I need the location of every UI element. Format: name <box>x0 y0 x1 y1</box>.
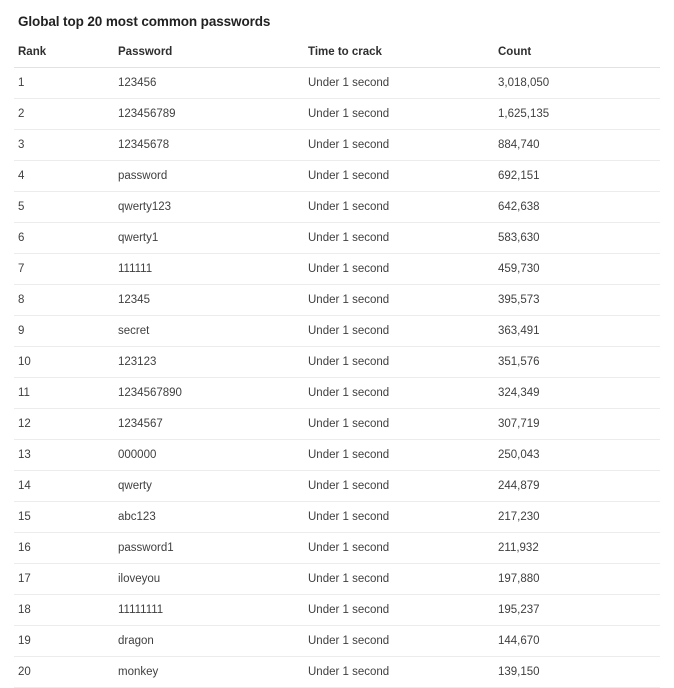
cell-time-to-crack: Under 1 second <box>304 99 494 130</box>
column-header-rank: Rank <box>14 37 114 68</box>
passwords-table <box>14 37 660 688</box>
cell-rank: 13 <box>14 440 114 471</box>
cell-password: 123123 <box>114 347 304 378</box>
cell-count: 395,573 <box>494 285 660 316</box>
cell-count: 197,880 <box>494 564 660 595</box>
cell-time-to-crack: Under 1 second <box>304 440 494 471</box>
cell-password: monkey <box>114 657 304 688</box>
table-row <box>14 533 660 564</box>
cell-password: 1234567890 <box>114 378 304 409</box>
cell-time-to-crack: Under 1 second <box>304 192 494 223</box>
cell-time-to-crack: Under 1 second <box>304 657 494 688</box>
cell-count: 363,491 <box>494 316 660 347</box>
column-header-password: Password <box>114 37 304 68</box>
table-body <box>14 68 660 688</box>
cell-rank: 18 <box>14 595 114 626</box>
table-row <box>14 657 660 688</box>
cell-count: 1,625,135 <box>494 99 660 130</box>
cell-rank: 16 <box>14 533 114 564</box>
cell-time-to-crack: Under 1 second <box>304 471 494 502</box>
cell-time-to-crack: Under 1 second <box>304 347 494 378</box>
cell-time-to-crack: Under 1 second <box>304 378 494 409</box>
table-row <box>14 223 660 254</box>
column-header-count: Count <box>494 37 660 68</box>
table-row <box>14 192 660 223</box>
cell-password: dragon <box>114 626 304 657</box>
cell-rank: 10 <box>14 347 114 378</box>
cell-time-to-crack: Under 1 second <box>304 626 494 657</box>
cell-time-to-crack: Under 1 second <box>304 223 494 254</box>
cell-password: qwerty123 <box>114 192 304 223</box>
cell-rank: 17 <box>14 564 114 595</box>
table-row <box>14 316 660 347</box>
cell-rank: 9 <box>14 316 114 347</box>
cell-password: qwerty <box>114 471 304 502</box>
cell-count: 583,630 <box>494 223 660 254</box>
cell-password: 123456 <box>114 68 304 99</box>
cell-rank: 20 <box>14 657 114 688</box>
cell-password: password <box>114 161 304 192</box>
cell-count: 307,719 <box>494 409 660 440</box>
table-row <box>14 409 660 440</box>
table-row <box>14 347 660 378</box>
cell-count: 351,576 <box>494 347 660 378</box>
cell-rank: 15 <box>14 502 114 533</box>
table-row <box>14 564 660 595</box>
cell-rank: 3 <box>14 130 114 161</box>
cell-password: iloveyou <box>114 564 304 595</box>
cell-time-to-crack: Under 1 second <box>304 130 494 161</box>
cell-time-to-crack: Under 1 second <box>304 564 494 595</box>
cell-rank: 8 <box>14 285 114 316</box>
cell-password: 11111111 <box>114 595 304 626</box>
cell-password: qwerty1 <box>114 223 304 254</box>
cell-count: 139,150 <box>494 657 660 688</box>
table-row <box>14 285 660 316</box>
cell-count: 3,018,050 <box>494 68 660 99</box>
cell-time-to-crack: Under 1 second <box>304 285 494 316</box>
cell-time-to-crack: Under 1 second <box>304 533 494 564</box>
table-row <box>14 161 660 192</box>
cell-password: 000000 <box>114 440 304 471</box>
table-row <box>14 440 660 471</box>
cell-count: 250,043 <box>494 440 660 471</box>
table-row <box>14 595 660 626</box>
cell-time-to-crack: Under 1 second <box>304 68 494 99</box>
cell-time-to-crack: Under 1 second <box>304 502 494 533</box>
cell-password: abc123 <box>114 502 304 533</box>
table-header <box>14 37 660 68</box>
cell-rank: 14 <box>14 471 114 502</box>
cell-count: 244,879 <box>494 471 660 502</box>
cell-time-to-crack: Under 1 second <box>304 409 494 440</box>
cell-count: 211,932 <box>494 533 660 564</box>
table-row <box>14 378 660 409</box>
cell-password: 111111 <box>114 254 304 285</box>
cell-password: 12345 <box>114 285 304 316</box>
cell-rank: 6 <box>14 223 114 254</box>
cell-rank: 7 <box>14 254 114 285</box>
cell-password: 12345678 <box>114 130 304 161</box>
cell-count: 195,237 <box>494 595 660 626</box>
cell-count: 692,151 <box>494 161 660 192</box>
column-header-time-to-crack: Time to crack <box>304 37 494 68</box>
table-row <box>14 130 660 161</box>
table-row <box>14 502 660 533</box>
cell-count: 642,638 <box>494 192 660 223</box>
table-row <box>14 68 660 99</box>
cell-rank: 1 <box>14 68 114 99</box>
cell-password: password1 <box>114 533 304 564</box>
cell-rank: 11 <box>14 378 114 409</box>
cell-password: secret <box>114 316 304 347</box>
cell-rank: 5 <box>14 192 114 223</box>
cell-count: 144,670 <box>494 626 660 657</box>
cell-rank: 12 <box>14 409 114 440</box>
cell-count: 324,349 <box>494 378 660 409</box>
cell-password: 1234567 <box>114 409 304 440</box>
cell-rank: 4 <box>14 161 114 192</box>
page-title: Global top 20 most common passwords <box>18 14 271 29</box>
table-row <box>14 626 660 657</box>
table-header-row <box>14 37 660 68</box>
cell-count: 459,730 <box>494 254 660 285</box>
cell-count: 217,230 <box>494 502 660 533</box>
cell-count: 884,740 <box>494 130 660 161</box>
cell-time-to-crack: Under 1 second <box>304 595 494 626</box>
table-row <box>14 471 660 502</box>
cell-rank: 2 <box>14 99 114 130</box>
cell-time-to-crack: Under 1 second <box>304 316 494 347</box>
cell-time-to-crack: Under 1 second <box>304 254 494 285</box>
cell-rank: 19 <box>14 626 114 657</box>
table-row <box>14 99 660 130</box>
cell-password: 123456789 <box>114 99 304 130</box>
table-row <box>14 254 660 285</box>
cell-time-to-crack: Under 1 second <box>304 161 494 192</box>
